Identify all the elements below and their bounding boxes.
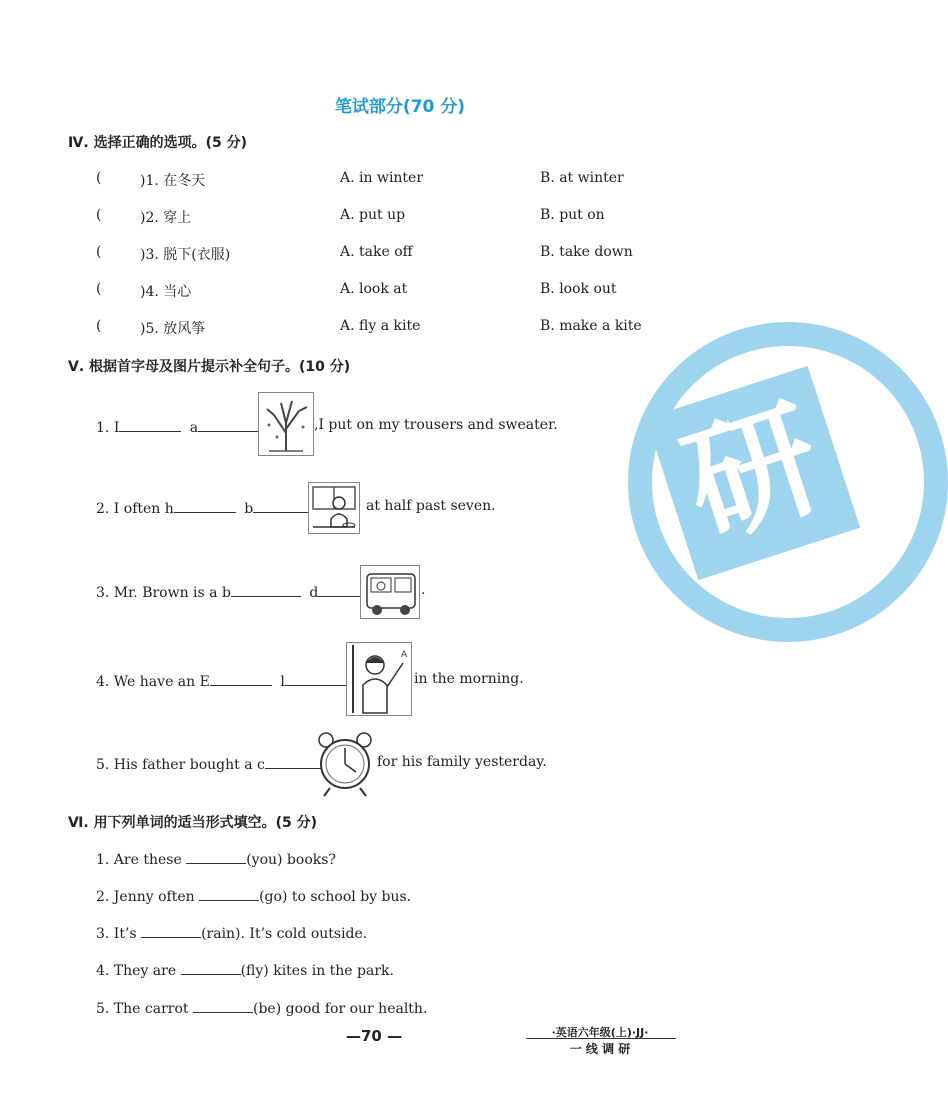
blank-line[interactable] [198,417,260,432]
sentence-suffix: at half past seven. [366,498,496,514]
fill-sentence-3 [96,582,380,601]
blank-line[interactable] [285,671,347,686]
blank-line[interactable] [210,671,272,686]
blank-line[interactable] [186,849,246,864]
breakfast-boy-picture [308,482,360,534]
footer-divider [526,1038,676,1039]
fill-item-5 [96,998,427,1017]
section-4-title: Ⅳ. 选择正确的选项。(5 分) [68,135,247,151]
fill-item-4 [96,960,394,979]
section-6-title: Ⅵ. 用下列单词的适当形式填空。(5 分) [68,815,317,831]
alarm-clock-icon [316,730,374,798]
first-letter: b [221,585,231,601]
item-suffix: (fly) kites in the park. [240,963,394,979]
blank-line[interactable] [193,998,253,1013]
blank-line[interactable] [231,582,301,597]
item-prefix: 4. They are [96,963,181,979]
blank-line[interactable] [181,960,241,975]
page-number: —70 — [346,1027,403,1045]
winter-tree-picture [258,392,314,456]
answer-paren: ( [96,281,102,297]
question-stem: )4. 当心 [140,284,192,300]
option-b: B. put on [540,207,605,223]
first-letter: l [280,674,285,690]
blank-line[interactable] [174,498,236,513]
option-b: B. look out [540,281,617,297]
option-a: A. take off [340,244,413,260]
sentence-prefix: 4. We have an [96,674,200,690]
watermark-char: 研 [646,366,860,580]
blank-line[interactable] [119,417,181,432]
blank-line[interactable] [253,498,315,513]
answer-paren: ( [96,318,102,334]
sentence-prefix: 1. [96,420,114,436]
section-5-title: Ⅴ. 根据首字母及图片提示补全句子。(10 分) [68,359,351,375]
fill-sentence-5 [96,754,331,773]
item-suffix: (rain). It’s cold outside. [201,926,368,942]
first-letter: h [164,501,174,517]
english-lesson-picture [346,642,412,716]
first-letter: E [199,674,210,690]
option-a: A. put up [340,207,406,223]
sentence-prefix: 3. Mr. Brown is a [96,585,222,601]
option-a: A. look at [340,281,408,297]
sentence-suffix: . [421,582,426,598]
sentence-suffix: for his family yesterday. [377,754,547,770]
option-b: B. take down [540,244,633,260]
option-b: B. make a kite [540,318,642,334]
answer-paren: ( [96,207,102,223]
option-a: A. fly a kite [340,318,421,334]
blank-line[interactable] [141,923,201,938]
first-letter: I [113,420,120,436]
question-stem: )1. 在冬天 [140,173,206,189]
sentence-suffix: ,I put on my trousers and sweater. [314,417,558,433]
fill-item-2 [96,886,411,905]
question-stem: )3. 脱下(衣服) [140,247,231,263]
page-title: 笔试部分(70 分) [334,97,466,117]
first-letter: b [244,501,254,517]
answer-paren: ( [96,170,102,186]
blank-line[interactable] [199,886,259,901]
fill-sentence-4 [96,671,347,690]
series-label: 一 线 调 研 [569,1042,631,1056]
book-label: ·英语六年级(上)·JJ· [551,1026,649,1039]
svg-text:A: A [401,650,408,660]
item-prefix: 3. It’s [96,926,142,942]
bus-driver-picture [360,565,420,619]
item-prefix: 5. The carrot [96,1001,193,1017]
fill-item-1 [96,849,336,868]
question-stem: )5. 放风筝 [140,321,206,337]
first-letter: a [189,420,199,436]
fill-sentence-1 [96,417,260,436]
item-prefix: 2. Jenny often [96,889,200,905]
item-prefix: 1. Are these [96,852,187,868]
option-a: A. in winter [340,170,424,186]
option-b: B. at winter [540,170,624,186]
sentence-suffix: in the morning. [414,671,524,687]
question-stem: )2. 穿上 [140,210,192,226]
sentence-prefix: 5. His father bought a [96,757,257,773]
fill-sentence-2 [96,498,315,517]
sentence-prefix: 2. I often [96,501,165,517]
item-suffix: (be) good for our health. [252,1001,428,1017]
first-letter: d [309,585,319,601]
fill-item-3 [96,923,367,942]
item-suffix: (you) books? [246,852,336,868]
item-suffix: (go) to school by bus. [259,889,412,905]
first-letter: c [257,757,265,773]
answer-paren: ( [96,244,102,260]
